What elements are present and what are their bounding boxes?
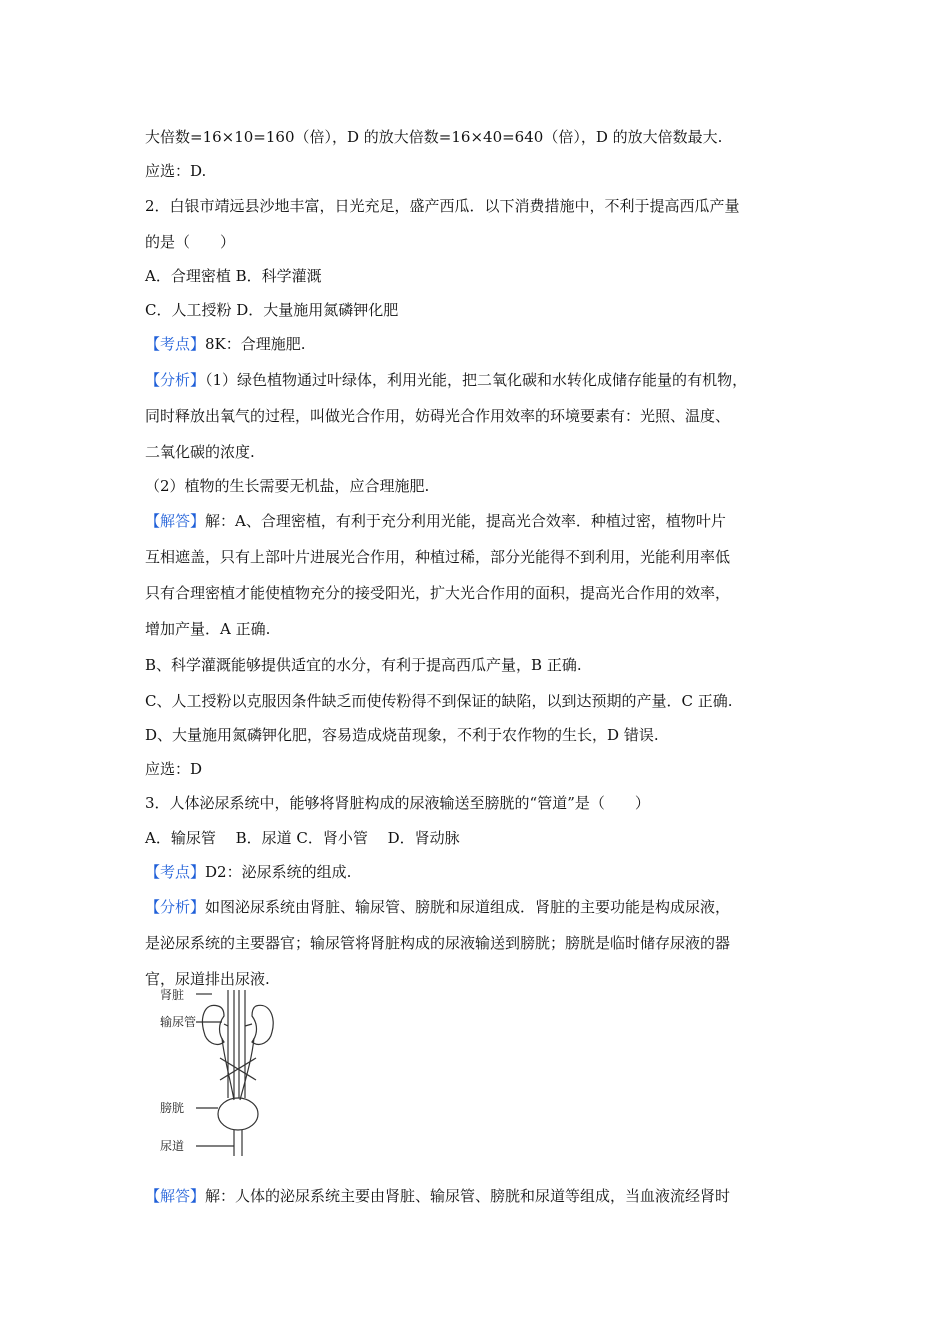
- figure-label-urethra: 尿道: [160, 1139, 185, 1153]
- urinary-system-drawing: [160, 988, 300, 1160]
- text-line: 二氧化碳的浓度.: [145, 443, 255, 461]
- text-line: （2）植物的生长需要无机盐，应合理施肥.: [145, 477, 430, 495]
- kaodian-tag: 【考点】: [145, 863, 206, 881]
- jieda-tag: 【解答】: [145, 512, 206, 530]
- text-line: 应选：D: [145, 760, 203, 778]
- text-line: 互相遮盖，只有上部叶片进展光合作用，种植过稀，部分光能得不到利用，光能利用率低: [145, 548, 731, 566]
- text-line: D、大量施用氮磷钾化肥，容易造成烧苗现象，不利于农作物的生长，D 错误.: [145, 726, 659, 744]
- text-line: 同时释放出氧气的过程，叫做光合作用，妨碍光合作用效率的环境要素有：光照、温度、: [145, 407, 731, 425]
- kaodian-tag: 【考点】: [145, 335, 206, 353]
- figure-label-bladder: 膀胱: [160, 1101, 185, 1115]
- figure-label-kidney: 肾脏: [160, 988, 185, 1002]
- fenxi-line: 【分析】（1）绿色植物通过叶绿体，利用光能，把二氧化碳和水转化成储存能量的有机物，: [145, 371, 748, 389]
- text-line: 官，尿道排出尿液.: [145, 970, 270, 988]
- text-line: 的是（ ）: [145, 233, 236, 251]
- figure-label-ureter: 输尿管: [160, 1015, 197, 1029]
- fenxi-line: 【分析】如图泌尿系统由肾脏、输尿管、膀胱和尿道组成．肾脏的主要功能是构成尿液，: [145, 898, 731, 916]
- question-2: 2．白银市靖远县沙地丰富，日光充足，盛产西瓜．以下消费措施中，不利于提高西瓜产量: [145, 197, 740, 215]
- fenxi-tag: 【分析】: [145, 371, 206, 389]
- jieda-line: 【解答】解：A、合理密植，有利于充分利用光能，提高光合效率．种植过密，植物叶片: [145, 512, 726, 530]
- urinary-system-figure: [160, 988, 300, 1160]
- text-line: B、科学灌溉能够提供适宜的水分，有利于提高西瓜产量，B 正确.: [145, 656, 582, 674]
- jieda-tag: 【解答】: [145, 1187, 206, 1205]
- text-line: 大倍数=16×10=160（倍），D 的放大倍数=16×40=640（倍），D 的放大倍数最大.: [145, 128, 723, 146]
- kaodian-line: 【考点】D2：泌尿系统的组成.: [145, 863, 352, 881]
- question-3: 3．人体泌尿系统中，能够将肾脏构成的尿液输送至膀胱的“管道”是（ ）: [145, 794, 650, 812]
- option-line: C．人工授粉 D．大量施用氮磷钾化肥: [145, 301, 399, 319]
- text-line: 是泌尿系统的主要器官；输尿管将肾脏构成的尿液输送到膀胱；膀胱是临时储存尿液的器: [145, 934, 731, 952]
- option-line: A．合理密植 B．科学灌溉: [145, 267, 322, 285]
- option-line: A．输尿管 B．尿道 C．肾小管 D．肾动脉: [145, 829, 460, 847]
- text-line: 增加产量．A 正确.: [145, 620, 271, 638]
- text-line: 只有合理密植才能使植物充分的接受阳光，扩大光合作用的面积，提高光合作用的效率，: [145, 584, 731, 602]
- fenxi-tag: 【分析】: [145, 898, 206, 916]
- jieda-line: 【解答】解：人体的泌尿系统主要由肾脏、输尿管、膀胱和尿道等组成，当血液流经肾时: [145, 1187, 731, 1205]
- text-line: C、人工授粉以克服因条件缺乏而使传粉得不到保证的缺陷，以到达预期的产量．C 正确.: [145, 692, 733, 710]
- text-line: 应选：D.: [145, 162, 207, 180]
- kaodian-line: 【考点】8K：合理施肥.: [145, 335, 306, 353]
